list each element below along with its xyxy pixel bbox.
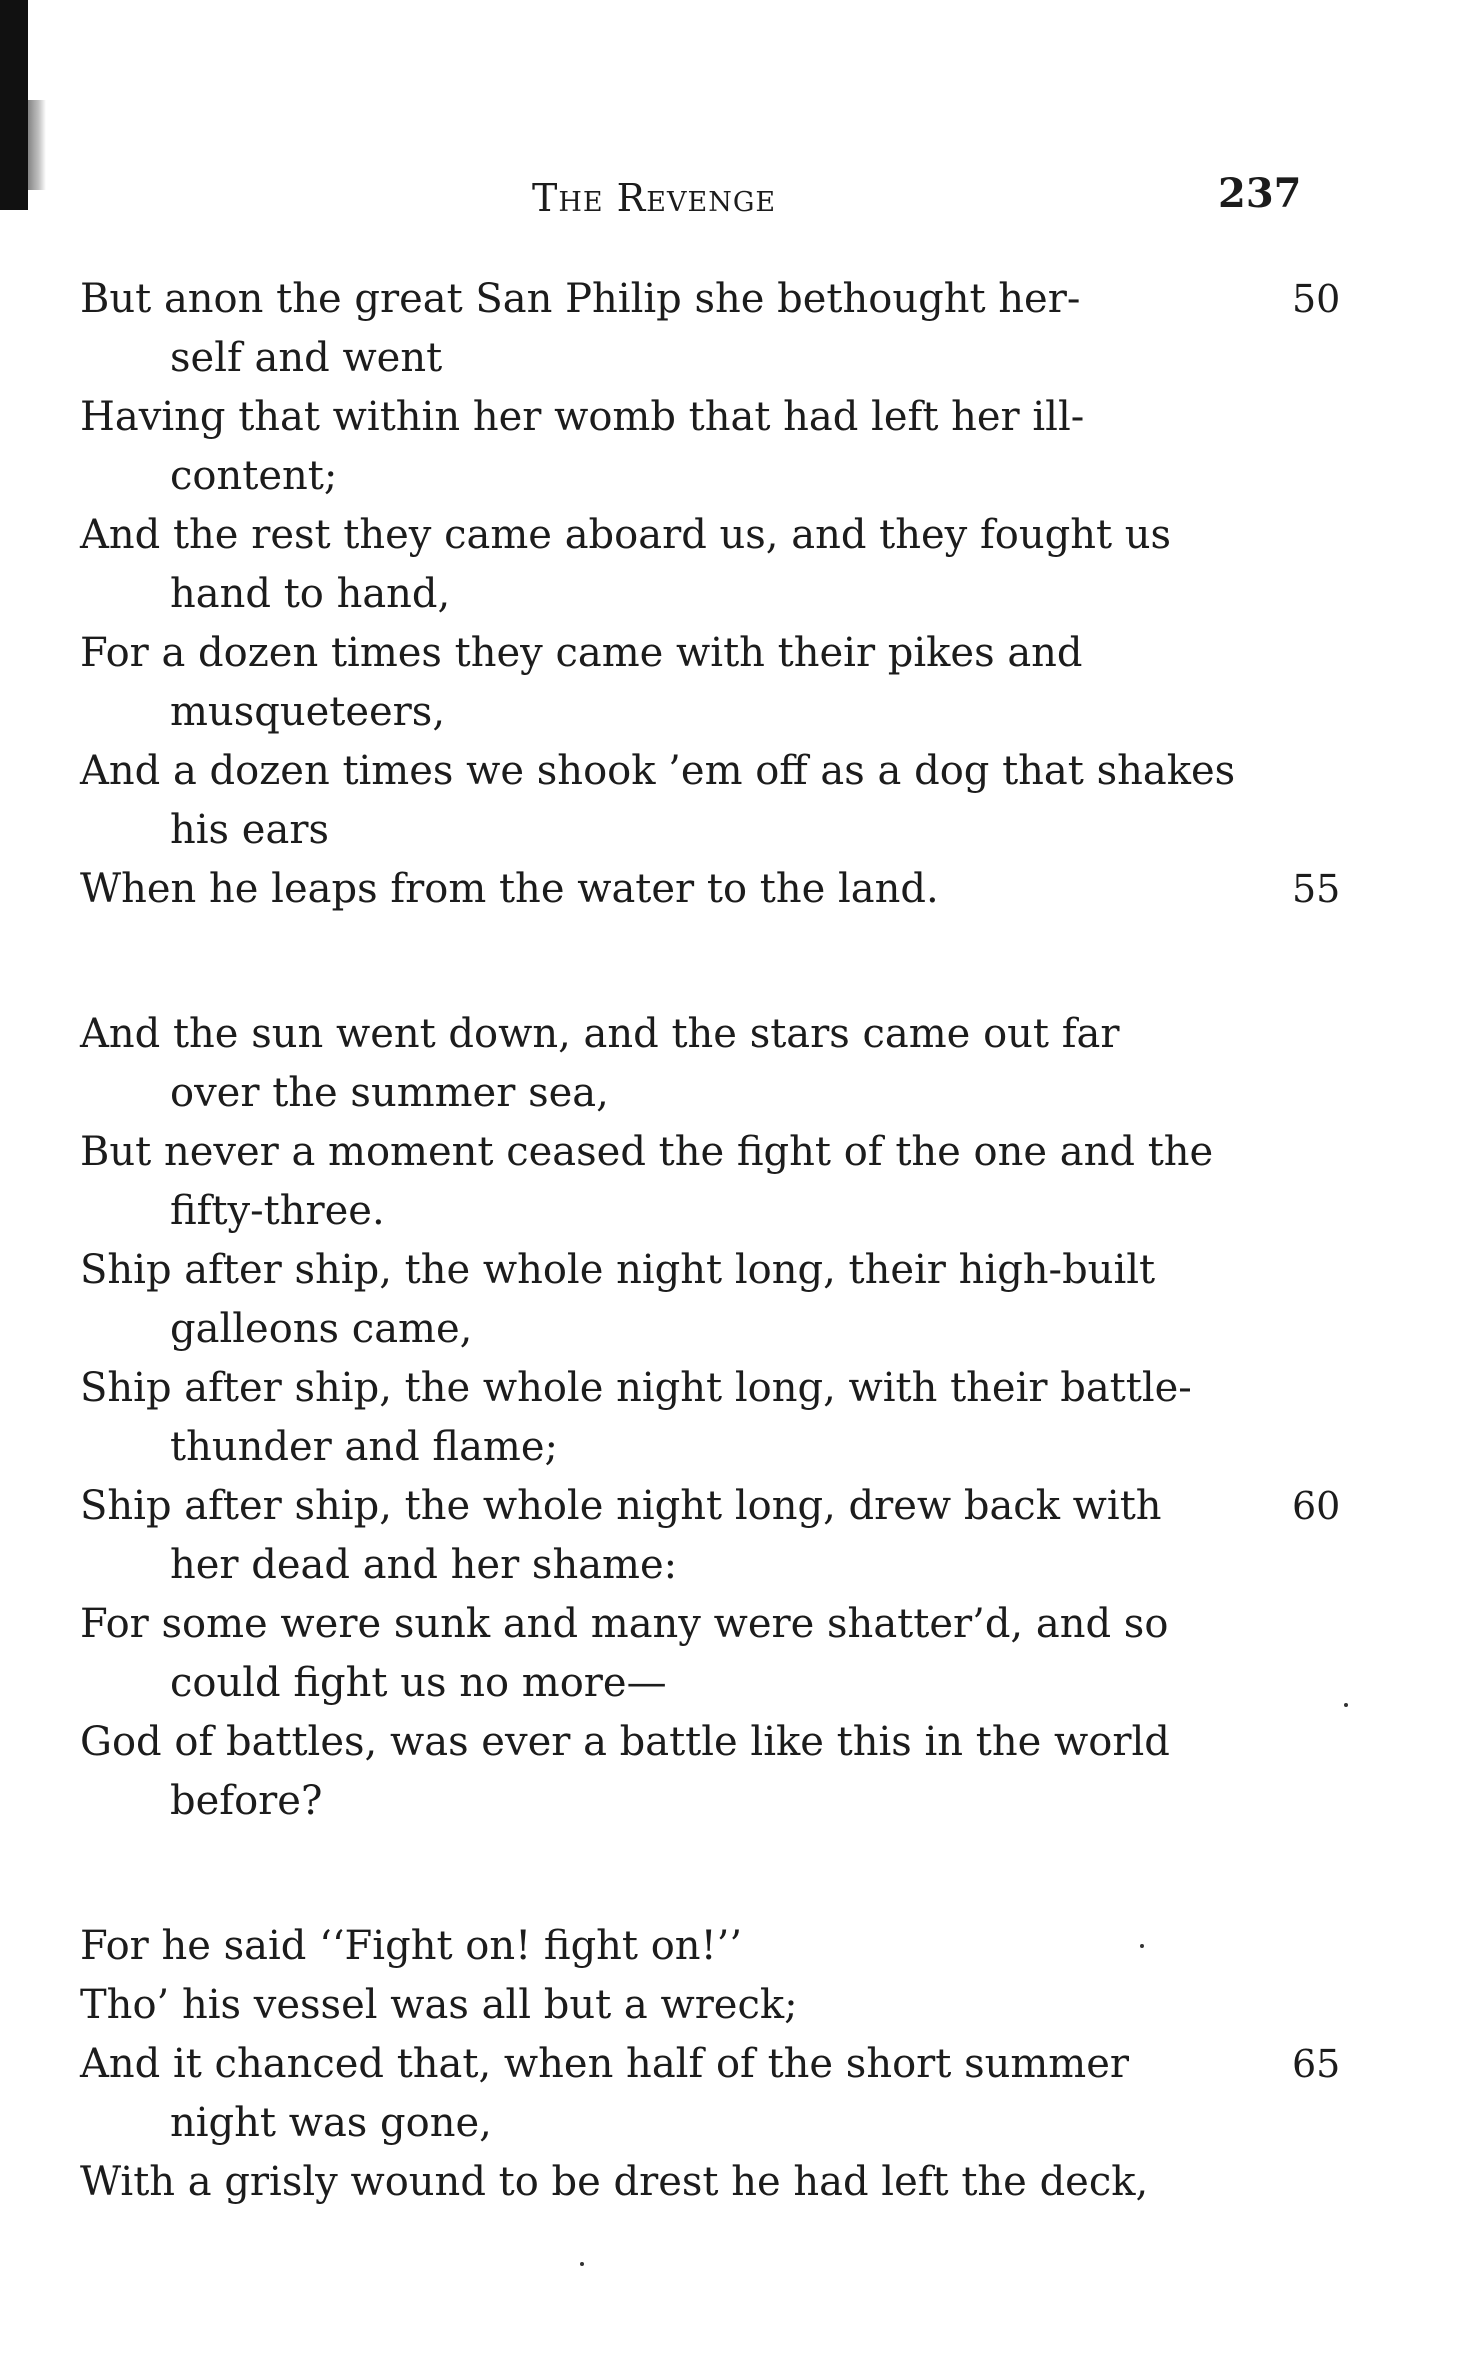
line-number: 65 bbox=[1292, 2042, 1341, 2086]
print-speck bbox=[1140, 1944, 1144, 1948]
poem-line bbox=[80, 1182, 1340, 1241]
poem-line-text: his ears bbox=[170, 807, 329, 853]
running-head: The Revenge bbox=[532, 176, 777, 220]
scan-edge-mark bbox=[0, 0, 28, 210]
poem-line-text: Ship after ship, the whole night long, with their battle- bbox=[80, 1365, 1192, 1411]
poem-line bbox=[80, 2094, 1340, 2153]
poem-line bbox=[80, 683, 1340, 742]
poem-line bbox=[80, 270, 1340, 329]
poem-line-text: For some were sunk and many were shatter’d, and so bbox=[80, 1601, 1169, 1647]
poem-line bbox=[80, 742, 1340, 801]
poem-line bbox=[80, 329, 1340, 388]
poem-line-text: With a grisly wound to be drest he had left the deck, bbox=[80, 2159, 1149, 2205]
poem-line-text: For a dozen times they came with their pikes and bbox=[80, 630, 1083, 676]
stanza bbox=[80, 1917, 1340, 2212]
poem-line-text: self and went bbox=[170, 335, 443, 381]
poem-line-text: over the summer sea, bbox=[170, 1070, 609, 1116]
page-number: 237 bbox=[1218, 170, 1302, 217]
poem-line bbox=[80, 624, 1340, 683]
poem-line-text: thunder and flame; bbox=[170, 1424, 559, 1470]
stanza bbox=[80, 1005, 1340, 1831]
poem-line-text: Ship after ship, the whole night long, drew back with bbox=[80, 1483, 1162, 1529]
poem-line bbox=[80, 2035, 1340, 2094]
poem-line-text: Having that within her womb that had left her ill- bbox=[80, 394, 1085, 440]
poem-line bbox=[80, 565, 1340, 624]
poem-line-text: before? bbox=[170, 1778, 323, 1824]
poem-line-text: content; bbox=[170, 453, 338, 499]
poem-line bbox=[80, 1772, 1340, 1831]
print-speck bbox=[1344, 1703, 1348, 1707]
poem-line bbox=[80, 860, 1340, 919]
poem-line-text: night was gone, bbox=[170, 2100, 492, 2146]
poem-line bbox=[80, 1064, 1340, 1123]
stanza bbox=[80, 270, 1340, 919]
poem-line-text: And the rest they came aboard us, and they fought us bbox=[80, 512, 1172, 558]
poem-line bbox=[80, 1976, 1340, 2035]
poem-line-text: galleons came, bbox=[170, 1306, 473, 1352]
poem-line bbox=[80, 388, 1340, 447]
poem-line-text: For he said ‘‘Fight on! fight on!’’ bbox=[80, 1923, 743, 1969]
poem-line bbox=[80, 1654, 1340, 1713]
poem-line bbox=[80, 801, 1340, 860]
poem-line bbox=[80, 1359, 1340, 1418]
poem-line-text: And it chanced that, when half of the short summer bbox=[80, 2041, 1130, 2087]
print-speck bbox=[580, 2262, 584, 2266]
poem-line-text: Ship after ship, the whole night long, their high-built bbox=[80, 1247, 1156, 1293]
poem-line-text: And a dozen times we shook ’em off as a dog that shakes bbox=[80, 748, 1236, 794]
poem-line-text: her dead and her shame: bbox=[170, 1542, 678, 1588]
poem-line-text: could fight us no more— bbox=[170, 1660, 667, 1706]
poem-line bbox=[80, 506, 1340, 565]
poem-line-text: musqueteers, bbox=[170, 689, 446, 735]
line-number: 50 bbox=[1292, 277, 1341, 321]
poem-line-text: When he leaps from the water to the land. bbox=[80, 866, 939, 912]
poem-line-text: But never a moment ceased the fight of the one and the bbox=[80, 1129, 1214, 1175]
poem-line bbox=[80, 1005, 1340, 1064]
poem-line bbox=[80, 1477, 1340, 1536]
poem-line bbox=[80, 1536, 1340, 1595]
poem-line-text: God of battles, was ever a battle like this in the world bbox=[80, 1719, 1170, 1765]
poem-line bbox=[80, 447, 1340, 506]
poem-line bbox=[80, 1418, 1340, 1477]
poem-line bbox=[80, 1917, 1340, 1976]
poem-line-text: Tho’ his vessel was all but a wreck; bbox=[80, 1982, 798, 2028]
poem-line-text: fifty-three. bbox=[170, 1188, 385, 1234]
poem-line-text: And the sun went down, and the stars came out far bbox=[80, 1011, 1120, 1057]
poem-line-text: hand to hand, bbox=[170, 571, 451, 617]
line-number: 55 bbox=[1292, 867, 1341, 911]
poem-line bbox=[80, 1241, 1340, 1300]
poem-line-text: But anon the great San Philip she bethought her- bbox=[80, 276, 1081, 322]
poem-line bbox=[80, 1713, 1340, 1772]
poem-line bbox=[80, 2153, 1340, 2212]
line-number: 60 bbox=[1292, 1484, 1341, 1528]
poem-line bbox=[80, 1300, 1340, 1359]
poem-line bbox=[80, 1595, 1340, 1654]
poem-line bbox=[80, 1123, 1340, 1182]
